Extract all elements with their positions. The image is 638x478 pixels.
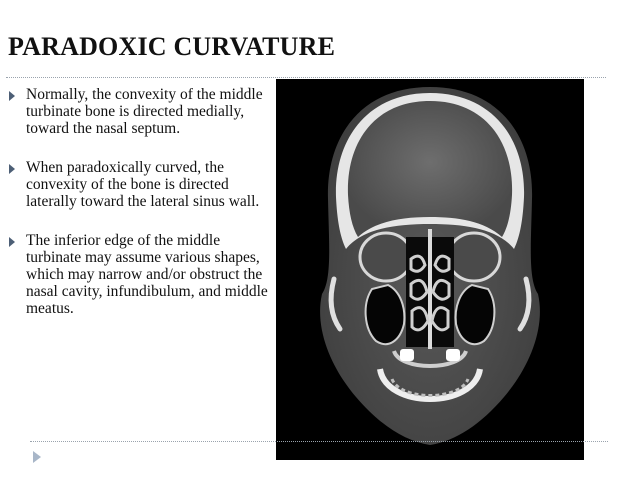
bullet-arrow-icon (9, 237, 15, 247)
bullet-item (8, 159, 270, 210)
next-slide-arrow-icon[interactable] (33, 451, 41, 463)
bullet-text: The inferior edge of the middle turbinate may assume various shapes, which may narrow and/or obstruct the nasal cavity, infundibulum, and middle meatus. (26, 232, 268, 317)
bullet-text: Normally, the convexity of the middle turbinate bone is directed medially, toward the nasal septum. (26, 86, 263, 137)
bullet-text: When paradoxically curved, the convexity of the bone is directed laterally toward the lateral sinus wall. (26, 159, 260, 210)
bullet-arrow-icon (9, 164, 15, 174)
title-divider (6, 77, 606, 78)
bullet-arrow-icon (9, 91, 15, 101)
ct-scan-drawing (276, 79, 584, 460)
slide-title: PARADOXIC CURVATURE (8, 32, 336, 61)
ct-scan-image (276, 79, 584, 460)
bullet-list (8, 86, 270, 339)
bullet-item (8, 232, 270, 317)
bullet-item (8, 86, 270, 137)
footer-divider (30, 441, 608, 442)
